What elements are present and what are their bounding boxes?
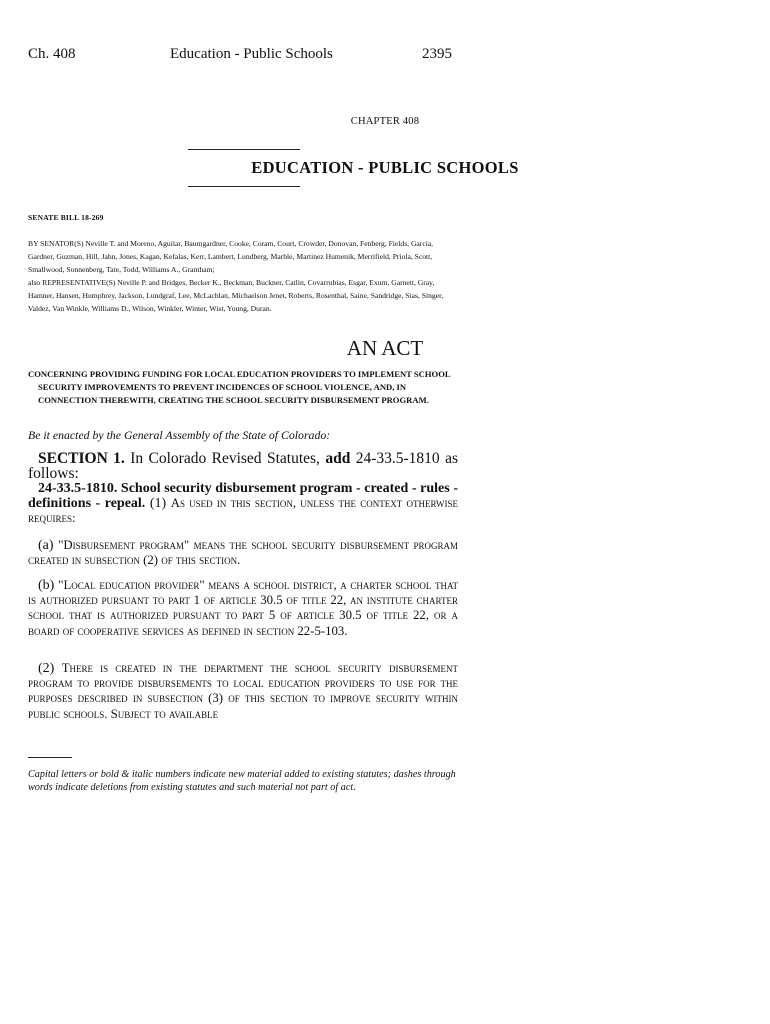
section-1-label: SECTION 1. (38, 450, 125, 467)
section-1-text: In Colorado Revised Statutes, (124, 450, 326, 467)
subsection-1-number: (1) (145, 496, 171, 512)
subsection-2-number: (2) (38, 661, 62, 676)
enacting-clause: Be it enacted by the General Assembly of the State of Colorado: (28, 428, 331, 442)
subsection-2-text: There is created in the department the school security disbursement program to provide disbursements to local education providers to use for the purposes described in subsection (3) of this section to improve security within public schools. Subject to available (28, 661, 458, 721)
footnote-rule (28, 757, 72, 758)
paragraph-b-number: (b) (38, 578, 59, 593)
title-rule-bottom (188, 186, 300, 187)
subsection-1-text: As used in this section, unless the context otherwise requires: (28, 496, 458, 526)
statute-subsection-1 (28, 481, 458, 527)
paragraph-b-text: "Local education provider" means a school district, a charter school that is authorized pursuant to part 1 of article 30.5 of title 22, an institute charter school that is authorized pursuant to part 5 of article 30.5 of title 22, or a board of cooperative services as defined in section 22-5-103. (28, 578, 458, 638)
section-1 (28, 451, 458, 481)
paragraph-a-text: "Disbursement program" means the school security disbursement program created in subsection (2) of this section. (28, 538, 458, 568)
act-heading: AN ACT (346, 336, 424, 360)
paragraph-b (28, 578, 458, 639)
subject-header: Education - Public Schools (170, 46, 333, 62)
representatives-list: also REPRESENTATIVE(S) Neville P. and Bridges, Becker K., Beckman, Buckner, Catlin, Covarrubias, Esgar, Exum, Garnett, Gray, Hamner, Hansen, Humphrey, Jackson, Lundgraf, Lee, McLachlan, Michaelson Jenet, Roberts, Rosenthal, Saine, Sandridge, Sias, Singer, Valdez, Van Winkle, Williams D., Wilson, Winkler, Winter, Wist, Young, Duran. (28, 278, 444, 314)
page-number: 2395 (422, 46, 452, 62)
section-1-add: add (325, 450, 351, 467)
senators-list: BY SENATOR(S) Neville T. and Moreno, Aguilar, Baumgardner, Cooke, Coram, Court, Crowder, Donovan, Fenberg, Fields, Garcia, Gardner, Guzman, Hill, Jahn, Jones, Kagan, Kefalas, Kerr, Lambert, Lundberg, Marble, Martinez Humenik, Merrifield, Priola, Scott, Smallwood, Sonnenberg, Tate, Todd, Williams A., Grantham; (28, 239, 434, 275)
footnote: Capital letters or bold & italic numbers indicate new material added to existing statutes; dashes through words indicate deletions from existing statutes and such material not part of act. (28, 769, 456, 793)
act-title-line1: CONCERNING PROVIDING FUNDING FOR LOCAL EDUCATION PROVIDERS TO IMPLEMENT SCHOOL (28, 369, 451, 379)
act-title-line2: SECURITY IMPROVEMENTS TO PREVENT INCIDENCES OF SCHOOL VIOLENCE, AND, IN CONNECTION THEREWITH, CREATING THE SCHOOL SECURITY DISBURSEMENT PROGRAM. (38, 382, 429, 406)
title-rule-top (188, 149, 300, 150)
chapter-label: CHAPTER 408 (350, 116, 420, 127)
subsection-2 (28, 661, 458, 722)
page-title: EDUCATION - PUBLIC SCHOOLS (251, 158, 519, 177)
statute-heading: 24-33.5-1810. School security disbursement program - created - rules - definitions - repeal. (28, 481, 458, 512)
sponsors-block (28, 237, 460, 316)
bill-label: SENATE BILL 18-269 (28, 213, 104, 222)
act-title (28, 368, 458, 408)
paragraph-a (28, 538, 458, 568)
section-1-tail: 24-33.5-1810 as follows: (28, 450, 458, 483)
chapter-number-header: Ch. 408 (28, 46, 76, 62)
paragraph-a-number: (a) (38, 538, 59, 553)
